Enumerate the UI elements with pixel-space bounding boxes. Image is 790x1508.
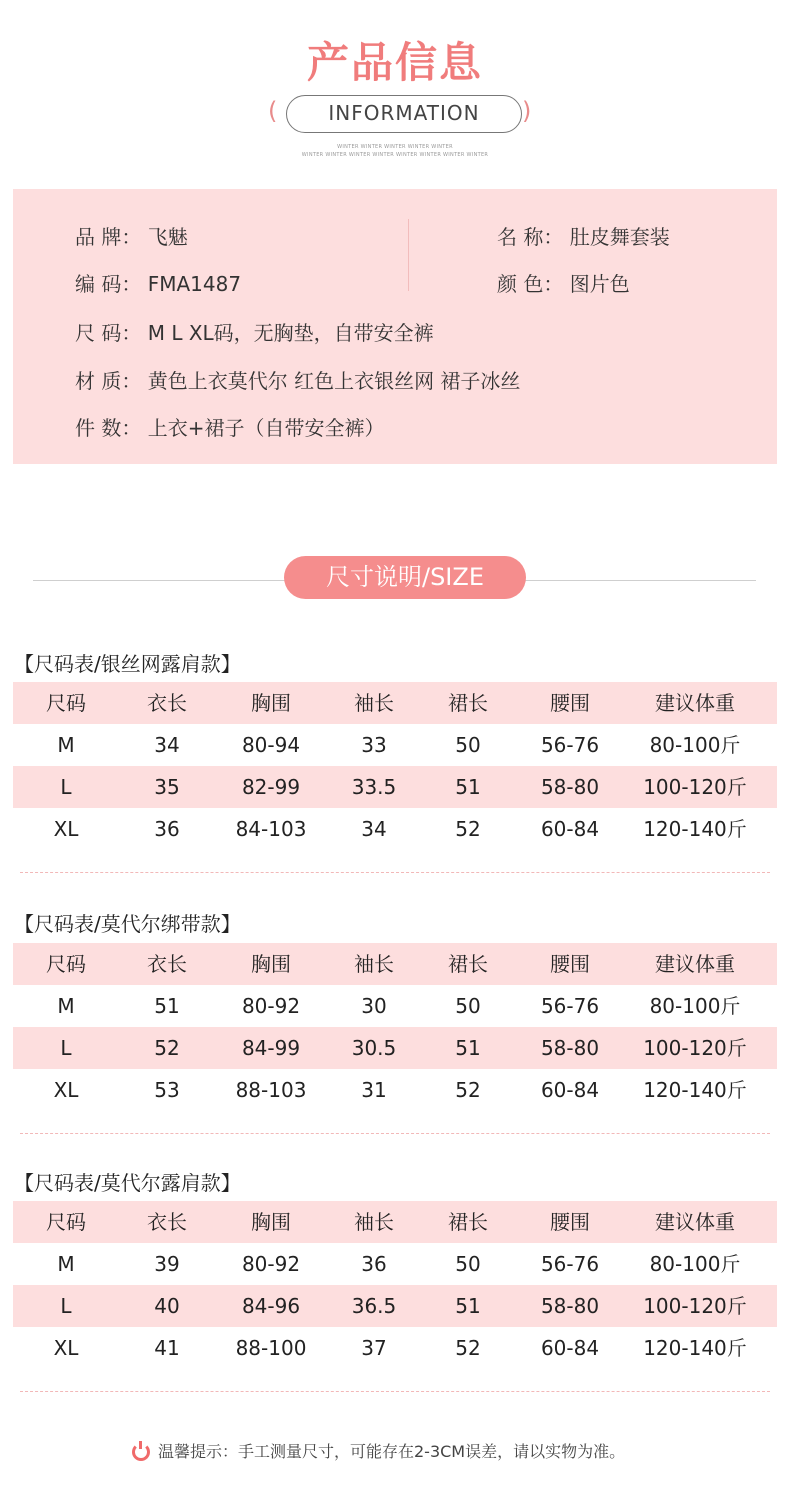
table-cell: 120-140斤: [643, 1078, 747, 1102]
table-title-2: 【尺码表/莫代尔绑带款】: [14, 912, 241, 936]
table-row: [13, 1327, 777, 1369]
table-cell: 80-100斤: [649, 1252, 741, 1276]
table-cell: L: [60, 1036, 72, 1060]
table-cell: 60-84: [540, 817, 600, 841]
table-cell: 51: [455, 1294, 481, 1318]
table-cell: 53: [154, 1078, 180, 1102]
table-cell: 39: [154, 1252, 180, 1276]
table-cell: 30: [361, 994, 387, 1018]
table-header-row: [13, 943, 777, 985]
header-cell: 衣长: [147, 691, 187, 715]
header-cell: 裙长: [448, 691, 488, 715]
table-cell: L: [60, 775, 72, 799]
information-banner: [0, 95, 790, 133]
table-cell: 60-84: [540, 1336, 600, 1360]
table-cell: 36.5: [351, 1294, 397, 1318]
tip-text: 温馨提示：手工测量尺寸，可能存在2-3CM误差，请以实物为准。: [158, 1442, 626, 1461]
dashed-divider-3: [20, 1391, 770, 1392]
paren-right: ): [522, 97, 532, 125]
header-cell: 建议体重: [655, 691, 735, 715]
size-table-3: [13, 1201, 777, 1369]
table-row: [13, 1069, 777, 1111]
table-cell: 120-140斤: [643, 817, 747, 841]
table-cell: 60-84: [540, 1078, 600, 1102]
table-cell: 80-92: [241, 1252, 301, 1276]
table-cell: 80-92: [241, 994, 301, 1018]
table-cell: 33: [361, 733, 387, 757]
table-cell: M: [57, 1252, 75, 1276]
size-section-pill: 尺寸说明/SIZE: [284, 556, 526, 599]
table-row: [13, 1285, 777, 1327]
table-row: [13, 724, 777, 766]
header-cell: 尺码: [46, 952, 86, 976]
table-cell: M: [57, 994, 75, 1018]
table-cell: 100-120斤: [643, 1036, 747, 1060]
table-cell: 52: [455, 1336, 481, 1360]
table-cell: 84-99: [241, 1036, 301, 1060]
power-ring-icon: [132, 1443, 150, 1461]
table-cell: 37: [361, 1336, 387, 1360]
table-cell: 50: [455, 994, 481, 1018]
size-table-2: [13, 943, 777, 1111]
table-header-row: [13, 682, 777, 724]
table-cell: L: [60, 1294, 72, 1318]
table-cell: 41: [154, 1336, 180, 1360]
header-cell: 建议体重: [655, 1210, 735, 1234]
header-cell: 胸围: [251, 691, 291, 715]
header-cell: 腰围: [550, 952, 590, 976]
header-cell: 袖长: [354, 1210, 394, 1234]
table-header-row: [13, 1201, 777, 1243]
table-cell: 31: [361, 1078, 387, 1102]
table-cell: 33.5: [351, 775, 397, 799]
table-cell: 50: [455, 1252, 481, 1276]
decor-text-line-1: WINTER WINTER WINTER WINTER WINTER: [337, 144, 453, 150]
table-cell: 80-100斤: [649, 733, 741, 757]
table-cell: 120-140斤: [643, 1336, 747, 1360]
table-row: [13, 985, 777, 1027]
header-cell: 胸围: [251, 952, 291, 976]
table-cell: 34: [154, 733, 180, 757]
table-cell: XL: [53, 1078, 79, 1102]
table-cell: 80-94: [241, 733, 301, 757]
page-title-text: 产品信息: [306, 38, 483, 87]
header-cell: 袖长: [354, 691, 394, 715]
info-divider: [408, 219, 409, 291]
header-cell: 建议体重: [655, 952, 735, 976]
table-cell: 51: [455, 1036, 481, 1060]
header-cell: 衣长: [147, 1210, 187, 1234]
info-name: 名 称： 肚皮舞套装: [497, 225, 670, 249]
decor-text-line-2: WINTER WINTER WINTER WINTER WINTER WINTER WINTER WINTER: [301, 152, 489, 158]
header-cell: 裙长: [448, 952, 488, 976]
table-cell: 88-100: [235, 1336, 307, 1360]
table-cell: 52: [455, 1078, 481, 1102]
table-cell: 40: [154, 1294, 180, 1318]
dashed-divider-2: [20, 1133, 770, 1134]
table-cell: 58-80: [540, 1036, 600, 1060]
table-cell: 36: [154, 817, 180, 841]
header-cell: 尺码: [46, 1210, 86, 1234]
table-row: [13, 1027, 777, 1069]
table-cell: 88-103: [235, 1078, 307, 1102]
table-cell: 82-99: [241, 775, 301, 799]
info-color: 颜 色： 图片色: [497, 272, 630, 296]
table-title-3: 【尺码表/莫代尔露肩款】: [14, 1171, 241, 1195]
table-cell: 34: [361, 817, 387, 841]
table-cell: 52: [455, 817, 481, 841]
info-pieces: 件 数： 上衣+裙子（自带安全裤）: [75, 416, 385, 440]
information-pill: INFORMATION: [286, 95, 522, 133]
table-row: [13, 808, 777, 850]
table-cell: 35: [154, 775, 180, 799]
header-cell: 胸围: [251, 1210, 291, 1234]
header-cell: 尺码: [46, 691, 86, 715]
table-cell: 58-80: [540, 775, 600, 799]
header-cell: 腰围: [550, 691, 590, 715]
table-cell: XL: [53, 1336, 79, 1360]
page-title: [0, 30, 790, 90]
table-cell: XL: [53, 817, 79, 841]
table-row: [13, 1243, 777, 1285]
table-cell: 30.5: [351, 1036, 397, 1060]
info-brand: 品 牌： 飞魅: [75, 225, 188, 249]
table-cell: 56-76: [540, 994, 600, 1018]
product-info-box: [13, 189, 777, 464]
table-cell: 56-76: [540, 733, 600, 757]
header-cell: 袖长: [354, 952, 394, 976]
table-cell: 51: [455, 775, 481, 799]
dashed-divider-1: [20, 872, 770, 873]
table-title-1: 【尺码表/银丝网露肩款】: [14, 652, 241, 676]
size-table-1: [13, 682, 777, 850]
table-cell: 52: [154, 1036, 180, 1060]
info-code: 编 码： FMA1487: [75, 272, 242, 296]
table-cell: 84-103: [235, 817, 307, 841]
table-cell: M: [57, 733, 75, 757]
table-cell: 100-120斤: [643, 775, 747, 799]
header-cell: 衣长: [147, 952, 187, 976]
table-cell: 51: [154, 994, 180, 1018]
table-cell: 84-96: [241, 1294, 301, 1318]
table-cell: 56-76: [540, 1252, 600, 1276]
paren-left: (: [268, 97, 278, 125]
header-cell: 裙长: [448, 1210, 488, 1234]
table-cell: 36: [361, 1252, 387, 1276]
table-cell: 100-120斤: [643, 1294, 747, 1318]
table-cell: 50: [455, 733, 481, 757]
table-cell: 80-100斤: [649, 994, 741, 1018]
header-cell: 腰围: [550, 1210, 590, 1234]
table-row: [13, 766, 777, 808]
table-cell: 58-80: [540, 1294, 600, 1318]
info-size: 尺 码： M L XL码，无胸垫，自带安全裤: [75, 321, 434, 345]
info-material: 材 质： 黄色上衣莫代尔 红色上衣银丝网 裙子冰丝: [75, 369, 521, 393]
